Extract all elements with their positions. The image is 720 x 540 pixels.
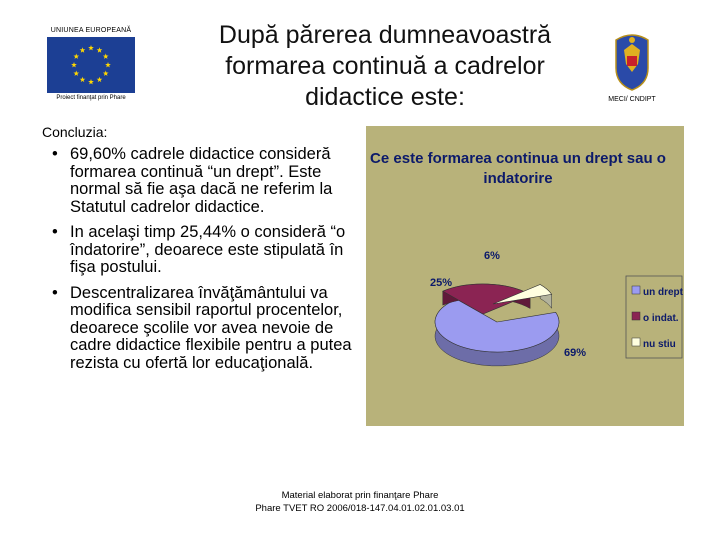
pie-value-label: 25% — [430, 277, 453, 289]
crest-block — [592, 30, 672, 103]
footer-line-1: Material elaborat prin finanţare Phare — [281, 490, 439, 501]
title-line-2: formarea continuă a cadrelor — [225, 52, 545, 80]
bullet-item — [48, 285, 366, 373]
footer-line-2: Phare TVET RO 2006/018-147.04.01.02.01.03.01 — [255, 503, 465, 514]
chart-title-line-2: indatorire — [483, 170, 553, 187]
chart-title-line-1: Ce este formarea continua un drept sau o — [370, 150, 666, 167]
bullet-item — [48, 146, 366, 216]
bullet-dot-icon: • — [52, 223, 58, 241]
title-line-1: După părerea dumneavoastră — [218, 21, 552, 49]
pie-chart — [366, 126, 684, 426]
romania-coat-of-arms-icon — [612, 30, 652, 92]
legend-label: o indat. — [643, 313, 679, 324]
crest-caption: MECI/ CNDIPT — [608, 96, 656, 103]
legend-label: un drept — [643, 287, 683, 298]
title-line-3: didactice este: — [305, 83, 465, 111]
pie-value-label: 6% — [484, 250, 500, 262]
slide-title — [170, 20, 600, 113]
bullet-text: Descentralizarea învăţământului va modifica sensibil raportul procentelor, deoarece şcolile vor avea nevoie de cadre didactice flexibile pentru a putea rezista cu ofertă lor educaţională. — [70, 283, 352, 372]
bullet-dot-icon: • — [52, 283, 58, 302]
legend-label: nu stiu — [643, 339, 676, 350]
legend-swatch — [632, 338, 640, 346]
legend-swatch — [632, 286, 640, 294]
bullet-item — [48, 224, 366, 277]
bullet-list — [48, 146, 366, 380]
bullet-dot-icon: • — [52, 145, 58, 163]
conclusion-label: Concluzia: — [42, 124, 108, 140]
pie-value-label: 69% — [564, 347, 587, 359]
eu-logo-block — [38, 27, 144, 101]
footer — [220, 489, 500, 515]
bullet-text: In acelaşi timp 25,44% o consideră “o îndatorire”, deoarece este stipulată în fişa postului. — [70, 223, 346, 276]
eu-subcaption: Proiect finanţat prin Phare — [56, 95, 126, 101]
legend-swatch — [632, 312, 640, 320]
eu-caption: UNIUNEA EUROPEANĂ — [50, 27, 132, 34]
eu-flag-icon — [47, 37, 135, 93]
bullet-text: 69,60% cadrele didactice consideră formarea continuă “un drept”. Este normal să fie aşa dacă ne referim la Statutul cadrelor didactice. — [70, 145, 333, 216]
